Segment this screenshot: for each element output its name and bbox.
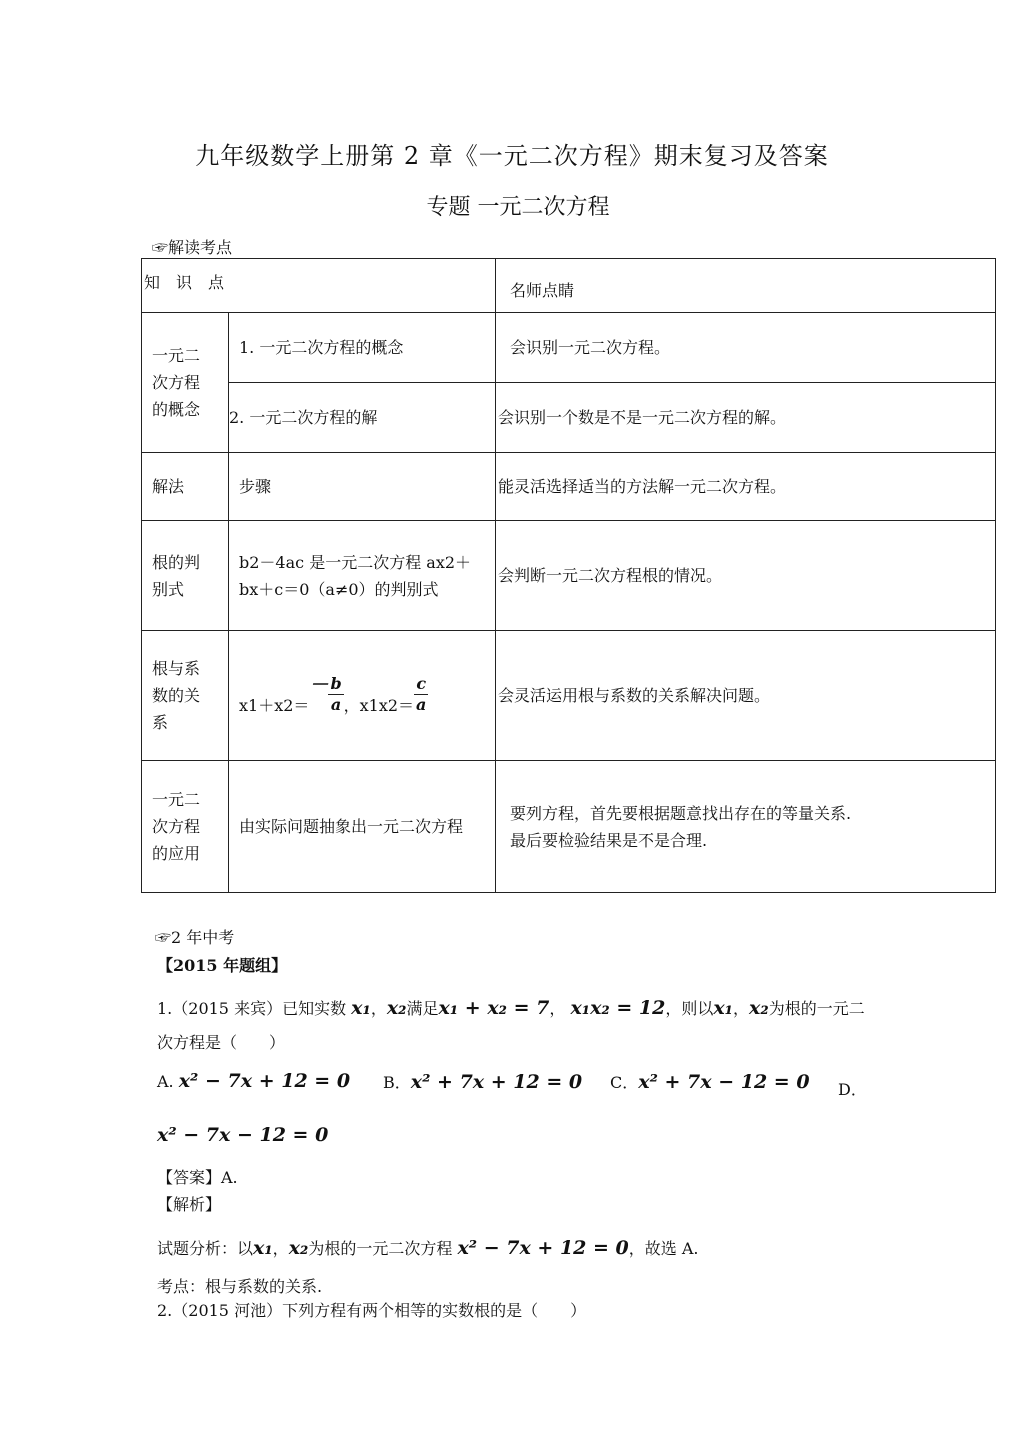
formula-product: ，x1x2＝ [343, 696, 415, 715]
table-row [142, 313, 996, 383]
minus-sign: － [309, 674, 329, 696]
group-label: 【2015 年题组】 [157, 956, 288, 975]
q1-option-d-expr [157, 1124, 328, 1146]
row-tip-line: 最后要检验结果是不是合理. [510, 830, 708, 850]
comma: ， [370, 999, 387, 1018]
option-expr: x² + 7x − 12 = 0 [638, 1071, 810, 1093]
q1-analysis [157, 1236, 699, 1259]
table-header-tips: 名师点睛 [496, 259, 996, 313]
q1-option-d-label: D． [838, 1080, 867, 1099]
frac-numerator: b [330, 674, 342, 693]
row-tip: 会识别一个数是不是一元二次方程的解。 [496, 383, 996, 453]
var-x2: x₂ [749, 997, 769, 1019]
row-tip [496, 761, 996, 893]
table-row [142, 631, 996, 761]
var-x2: x₂ [288, 1237, 309, 1259]
formula-sum: x1＋x2＝ [239, 696, 310, 715]
row-item: 步骤 [229, 453, 496, 521]
var-x1: x₁ [713, 997, 734, 1019]
row-item: 1. 一元二次方程的概念 [229, 313, 496, 383]
var-x1: x₁ [351, 997, 371, 1019]
option-expr: x² − 7x + 12 = 0 [178, 1070, 351, 1092]
comma: ， [549, 999, 566, 1018]
table-row [142, 521, 996, 631]
frac-denominator: a [330, 695, 342, 714]
q1-stem-line2: 次方程是（ ） [157, 1033, 286, 1052]
knowledge-table [141, 258, 996, 893]
var-x1: x₁ [253, 1237, 273, 1259]
q1-analysis-label: 【解析】 [157, 1195, 222, 1214]
analysis-text: 为根的一元二次方程 [308, 1239, 453, 1258]
row-group-application: 一元二次方程的应用 [142, 761, 229, 893]
condition-sum: x₁ + x₂ = 7 [438, 997, 550, 1019]
row-group-discriminant: 根的判别式 [142, 521, 229, 631]
row-tip: 会识别一元二次方程。 [496, 313, 996, 383]
q1-option-c [610, 1070, 810, 1093]
option-label: C． [610, 1073, 639, 1092]
q2-stem: 2.（2015 河池）下列方程有两个相等的实数根的是（ ） [157, 1301, 587, 1320]
option-label: A. [157, 1072, 174, 1091]
row-group-vieta: 根与系数的关系 [142, 631, 229, 761]
analysis-text: ，故选 A. [628, 1239, 699, 1258]
row-item: b2－4ac 是一元二次方程 ax2＋bx＋c＝0（a≠0）的判别式 [229, 521, 496, 631]
analysis-text: 试题分析：以 [157, 1239, 254, 1258]
analysis-expr: x² − 7x + 12 = 0 [457, 1237, 629, 1259]
frac-numerator: c [414, 674, 428, 695]
row-tip: 会灵活运用根与系数的关系解决问题。 [496, 631, 996, 761]
comma: ， [272, 1239, 289, 1258]
option-expr: x² + 7x + 12 = 0 [410, 1071, 583, 1093]
row-tip: 会判断一元二次方程根的情况。 [496, 521, 996, 631]
q1-stem-text: ，则以 [665, 999, 714, 1018]
row-item: 2. 一元二次方程的解 [229, 383, 496, 453]
fraction-b-over-a [328, 674, 343, 715]
section-heading-kaodian: ☞解读考点 [152, 238, 233, 257]
row-tip-line: 要列方程，首先要根据题意找出存在的等量关系. [510, 803, 852, 823]
row-item-vieta-formula [229, 631, 496, 761]
frac-denominator: a [416, 695, 427, 714]
table-row [142, 383, 996, 453]
row-group-concept: 一元二次方程的概念 [142, 313, 229, 453]
option-expr: x² − 7x − 12 = 0 [157, 1124, 329, 1146]
fraction-c-over-a [414, 674, 428, 715]
var-x2: x₂ [386, 997, 407, 1019]
page-title: 九年级数学上册第 2 章《一元二次方程》期末复习及答案 [195, 142, 829, 170]
table-header-row [142, 259, 996, 313]
q1-kaodian: 考点：根与系数的关系. [157, 1277, 323, 1296]
q1-stem-text: 为根的一元二 [768, 999, 865, 1018]
section-heading-exam: ☞2 年中考 [155, 928, 235, 947]
q1-stem-text: 满足 [406, 999, 439, 1018]
table-header-knowledge: 知 识 点 [142, 259, 496, 313]
q1-stem [157, 996, 865, 1019]
q1-option-a [157, 1070, 350, 1092]
row-group-method: 解法 [142, 453, 229, 521]
row-tip: 能灵活选择适当的方法解一元二次方程。 [496, 453, 996, 521]
option-label: B． [383, 1073, 411, 1092]
page-subtitle: 专题 一元二次方程 [426, 195, 610, 220]
table-row [142, 761, 996, 893]
q1-answer: 【答案】A. [157, 1168, 238, 1187]
q1-stem-text: 1.（2015 来宾）已知实数 [157, 999, 347, 1018]
row-item: 由实际问题抽象出一元二次方程 [229, 761, 496, 893]
condition-product: x₁x₂ = 12 [570, 997, 666, 1019]
comma: ， [733, 999, 750, 1018]
q1-option-b [383, 1070, 582, 1093]
table-row [142, 453, 996, 521]
